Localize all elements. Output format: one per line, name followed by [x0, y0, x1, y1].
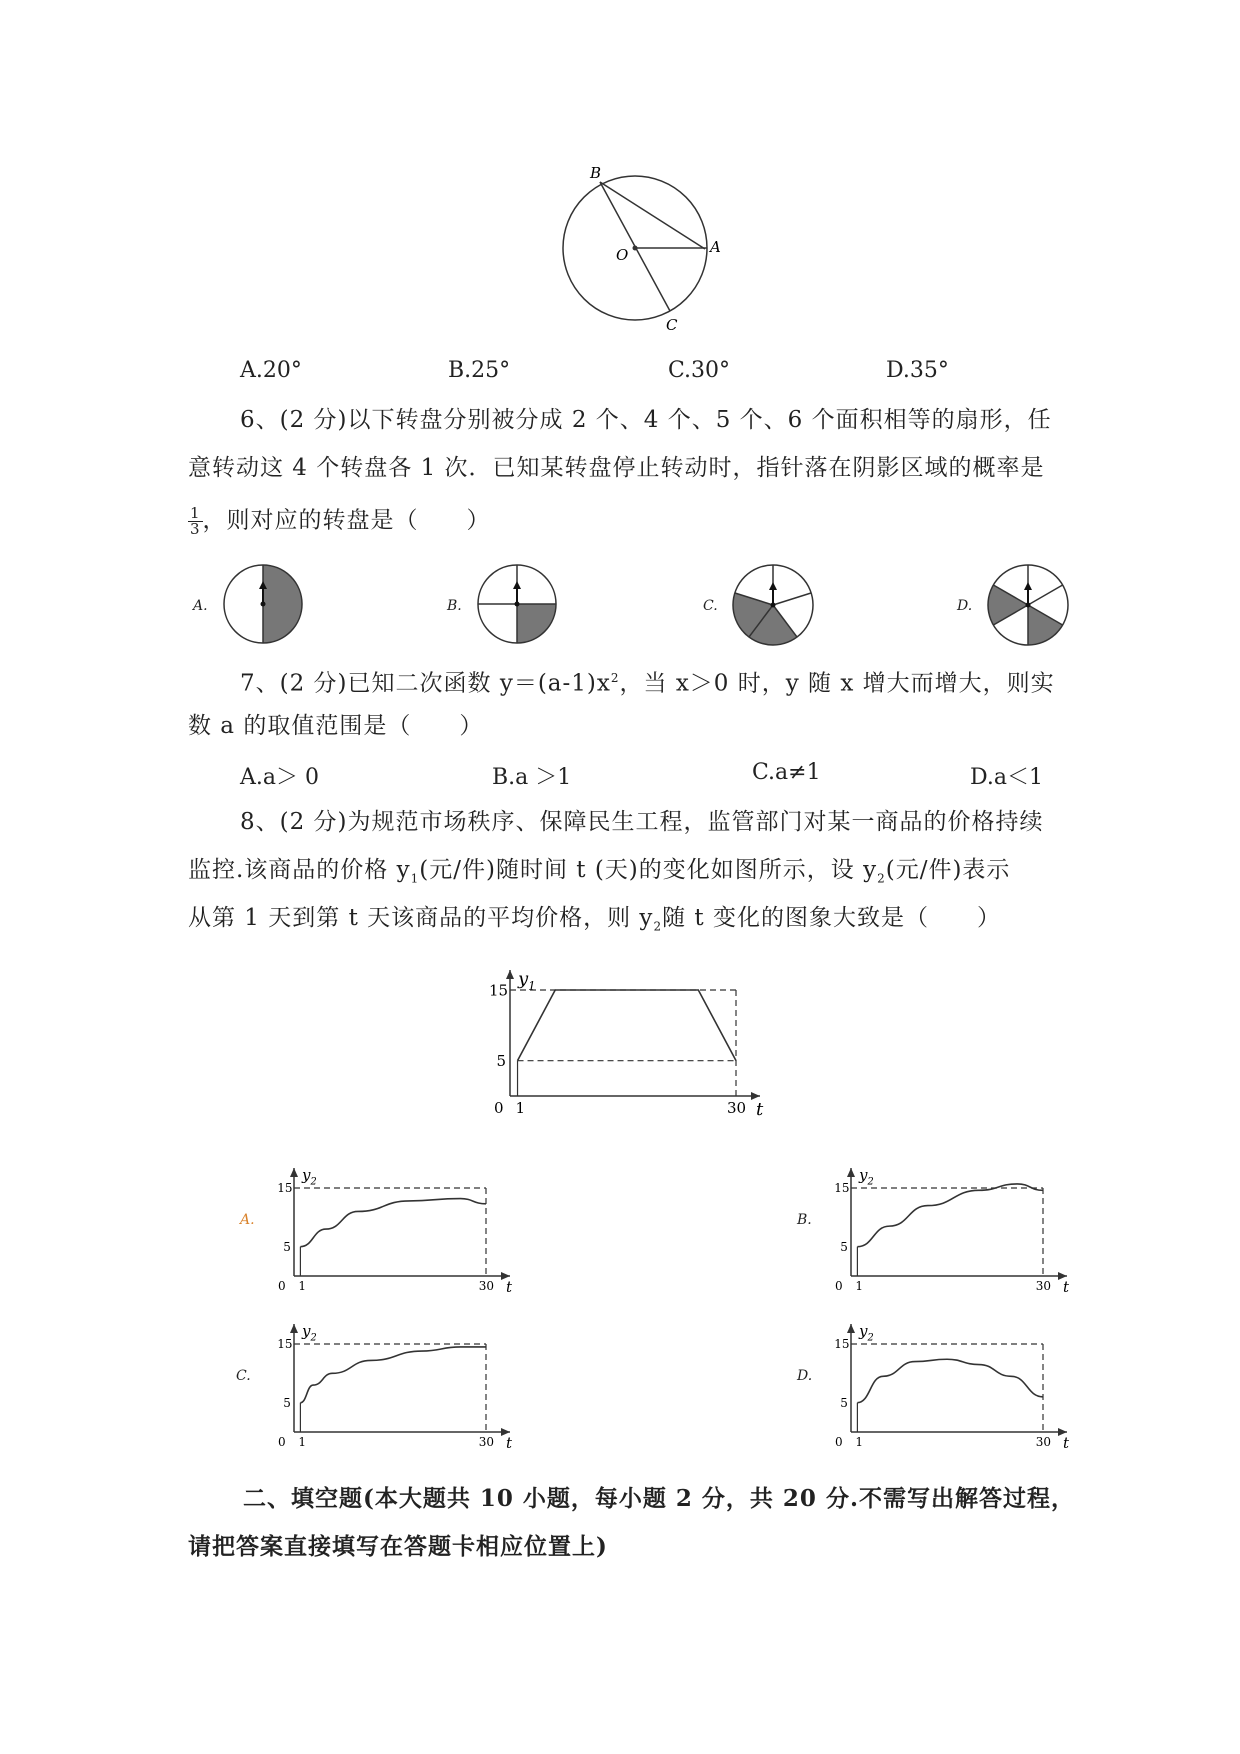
series-line [857, 1184, 1043, 1247]
y-axis-arrow [847, 1168, 855, 1177]
x-tick-label: 1 [855, 1279, 864, 1293]
series-line [300, 1347, 486, 1403]
q8-line3: 从第 1 天到第 t 天该商品的平均价格，则 $y_2$随 t 变化的图象大致是（ ） [188, 905, 1001, 934]
spinner-label-c: C. [703, 598, 718, 614]
section2-heading-line2: 请把答案直接填写在答题卡相应位置上) [188, 1533, 608, 1560]
chart-option-b [827, 1150, 1097, 1300]
q5-option-d[interactable]: D.35° [886, 358, 949, 383]
y-tick-label: 5 [840, 1395, 848, 1410]
section2-heading-line1: 二、填空题(本大题共 10 小题，每小题 2 分，共 20 分.不需写出解答过程， [243, 1485, 1075, 1512]
spinner-label-a: A. [193, 598, 208, 614]
chart-option-d [827, 1306, 1097, 1456]
chart-option-c-label[interactable]: C. [236, 1368, 251, 1384]
y-axis-label: $y_2$ [859, 1322, 874, 1344]
q7-line2: 数 a 的取值范围是（ ） [188, 713, 484, 739]
y-tick-label: 15 [277, 1181, 293, 1196]
y-axis-arrow [290, 1324, 298, 1333]
y-tick-label: 5 [496, 1051, 507, 1070]
x-tick-label: 30 [727, 1099, 747, 1117]
x-axis-label: t [506, 1434, 513, 1452]
x-tick-label: 1 [298, 1435, 307, 1449]
label-a: A [710, 238, 721, 256]
y-axis-label: $y_2$ [859, 1166, 874, 1188]
spinner-d [986, 563, 1070, 647]
y-tick-label: 5 [283, 1395, 291, 1410]
q7-option-b[interactable]: B.a ＞1 [492, 765, 572, 790]
y-tick-label: 15 [489, 981, 509, 1000]
y-tick-label: 5 [283, 1239, 291, 1254]
y-axis-label: $y_2$ [302, 1322, 317, 1344]
x-tick-label: 0 [278, 1279, 286, 1293]
x-axis-label: t [506, 1278, 513, 1296]
q8-line2: 监控.该商品的价格 $y_1$(元/件)随时间 t (天)的变化如图所示，设 $y_2$(元/件)表示 [188, 857, 1011, 886]
spinner-label-b: B. [447, 598, 462, 614]
q5-option-a[interactable]: A.20° [240, 358, 302, 383]
q6-line1: 6、(2 分)以下转盘分别被分成 2 个、4 个、5 个、6 个面积相等的扇形，任 [240, 407, 1052, 433]
circle-figure [540, 160, 740, 340]
y-axis-arrow [506, 970, 514, 979]
y-axis-arrow [847, 1324, 855, 1333]
q6-line2: 意转动这 4 个转盘各 1 次．已知某转盘停止转动时，指针落在阴影区域的概率是 [188, 455, 1045, 481]
y-tick-label: 15 [277, 1337, 293, 1352]
y-tick-label: 15 [834, 1337, 850, 1352]
x-tick-label: 1 [855, 1435, 864, 1449]
spinner-a [222, 563, 304, 645]
fraction: $\frac{1}{3}$ [190, 504, 201, 538]
chart-y1 [470, 950, 810, 1130]
series-line [857, 1359, 1043, 1402]
x-tick-label: 1 [515, 1099, 526, 1117]
spinner-b [476, 563, 558, 645]
x-tick-label: 1 [298, 1279, 307, 1293]
chart-option-d-label[interactable]: D. [797, 1368, 813, 1384]
label-c: C [666, 316, 678, 334]
series-line [300, 1199, 486, 1247]
x-tick-label: 30 [478, 1279, 495, 1293]
label-o: O [616, 246, 629, 264]
x-axis-label: t [1063, 1278, 1070, 1296]
chart-option-b-label[interactable]: B. [797, 1212, 812, 1228]
y-axis-label: $y_2$ [302, 1166, 317, 1188]
q6-line3: $\frac{1}{3}$ ，则对应的转盘是（ ） [190, 504, 491, 538]
q8-line1: 8、(2 分)为规范市场秩序、保障民生工程，监管部门对某一商品的价格持续 [240, 809, 1044, 835]
spinner-label-d: D. [957, 598, 973, 614]
spinner-c [731, 563, 815, 647]
y-tick-label: 5 [840, 1239, 848, 1254]
q7-option-c[interactable]: C.a≠1 [752, 760, 821, 785]
x-axis-label: t [1063, 1434, 1070, 1452]
q7-option-a[interactable]: A.a＞ 0 [240, 765, 319, 790]
y-tick-label: 15 [834, 1181, 850, 1196]
y-axis-label: $y_1$ [518, 968, 536, 993]
q7-line1: 7、(2 分)已知二次函数 $y=(a-1)x^2$，当 x＞0 时，y 随 x 增大而增大，则实 [240, 670, 1055, 697]
x-tick-label: 30 [478, 1435, 495, 1449]
x-tick-label: 0 [835, 1435, 843, 1449]
chart-option-a-label[interactable]: A. [240, 1212, 255, 1228]
x-tick-label: 0 [494, 1099, 504, 1117]
x-tick-label: 30 [1035, 1435, 1052, 1449]
x-tick-label: 30 [1035, 1279, 1052, 1293]
label-b: B [590, 164, 602, 182]
x-tick-label: 0 [278, 1435, 286, 1449]
series-line [518, 990, 736, 1061]
x-axis-label: t [756, 1099, 764, 1120]
chart-option-c [270, 1306, 540, 1456]
chart-option-a [270, 1150, 540, 1300]
q7-option-d[interactable]: D.a＜1 [970, 765, 1043, 790]
q5-option-c[interactable]: C.30° [668, 358, 731, 383]
q5-option-b[interactable]: B.25° [448, 358, 511, 383]
y-axis-arrow [290, 1168, 298, 1177]
x-tick-label: 0 [835, 1279, 843, 1293]
